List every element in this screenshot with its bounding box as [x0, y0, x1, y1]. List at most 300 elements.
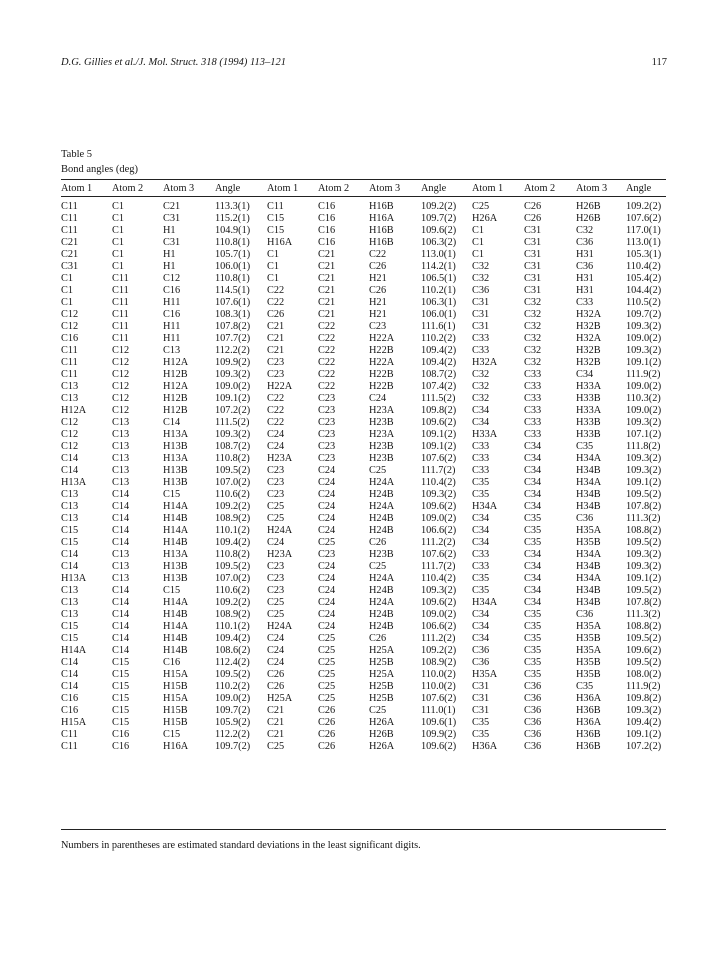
- table-cell: C11: [112, 309, 129, 320]
- table-cell: C34: [472, 513, 490, 524]
- table-cell: C1: [472, 249, 485, 260]
- table-row: [61, 441, 666, 453]
- table-cell: 109.3(2): [421, 585, 457, 596]
- table-row: [61, 693, 666, 705]
- table-footnote: Numbers in parentheses are estimated standard deviations in the least significant digits.: [61, 840, 421, 851]
- table-cell: C21: [318, 297, 336, 308]
- table-cell: 111.6(1): [421, 321, 456, 332]
- table-cell: 117.0(1): [626, 225, 661, 236]
- table-cell: C24: [318, 573, 336, 584]
- table-cell: C13: [61, 597, 79, 608]
- table-cell: C25: [267, 609, 285, 620]
- table-cell: C15: [112, 657, 130, 668]
- table-row: [61, 633, 666, 645]
- table-cell: C12: [61, 417, 79, 428]
- table-cell: 108.7(2): [215, 441, 251, 452]
- table-row: [61, 717, 666, 729]
- table-cell: C34: [524, 477, 542, 488]
- table-cell: H12A: [61, 405, 87, 416]
- table-cell: 109.3(2): [626, 549, 662, 560]
- table-row: [61, 196, 666, 213]
- table-cell: H21: [369, 297, 387, 308]
- table-cell: H32B: [576, 345, 601, 356]
- table-cell: H34B: [576, 585, 601, 596]
- table-cell: H13B: [163, 465, 188, 476]
- table-row: [61, 465, 666, 477]
- table-cell: C15: [61, 525, 79, 536]
- table-cell: 104.9(1): [215, 225, 251, 236]
- table-cell: 110.2(1): [421, 285, 456, 296]
- table-cell: H32A: [576, 333, 602, 344]
- table-cell: H35B: [576, 669, 601, 680]
- table-cell: C14: [112, 633, 130, 644]
- table-cell: H34A: [472, 597, 498, 608]
- table-cell: C24: [318, 501, 336, 512]
- table-cell: 109.2(2): [215, 597, 251, 608]
- table-cell: C15: [267, 225, 285, 236]
- table-cell: 111.8(2): [626, 441, 661, 452]
- table-cell: C33: [524, 405, 542, 416]
- table-cell: C21: [267, 345, 285, 356]
- table-cell: 114.2(1): [421, 261, 456, 272]
- table-cell: 106.3(2): [421, 237, 457, 248]
- table-cell: C32: [472, 273, 490, 284]
- table-cell: 109.5(2): [626, 537, 662, 548]
- table-cell: H1: [163, 261, 176, 272]
- table-cell: C34: [524, 585, 542, 596]
- table-cell: H16A: [267, 237, 293, 248]
- table-cell: C35: [472, 585, 490, 596]
- table-cell: C16: [61, 705, 79, 716]
- table-cell: C33: [576, 297, 594, 308]
- table-cell: C14: [112, 621, 130, 632]
- table-cell: C16: [163, 309, 181, 320]
- table-cell: C24: [318, 525, 336, 536]
- table-cell: C13: [112, 429, 130, 440]
- table-cell: H23B: [369, 453, 394, 464]
- table-cell: H34B: [576, 597, 601, 608]
- table-cell: C25: [318, 537, 336, 548]
- table-cell: C15: [267, 213, 285, 224]
- table-cell: 110.2(2): [215, 681, 250, 692]
- table-cell: C16: [112, 729, 130, 740]
- table-cell: C22: [318, 369, 336, 380]
- table-cell: H1: [163, 249, 176, 260]
- table-row: [61, 249, 666, 261]
- table-cell: H36A: [576, 693, 602, 704]
- table-cell: H24B: [369, 513, 394, 524]
- table-cell: 109.3(2): [626, 417, 662, 428]
- table-cell: 109.6(2): [421, 501, 457, 512]
- table-cell: C15: [112, 681, 130, 692]
- table-cell: C11: [61, 213, 78, 224]
- table-cell: C21: [163, 201, 181, 212]
- table-cell: H34A: [576, 549, 602, 560]
- table-cell: 109.6(2): [626, 645, 662, 656]
- table-cell: C26: [369, 261, 387, 272]
- table-cell: H33A: [472, 429, 498, 440]
- table-cell: C24: [267, 429, 285, 440]
- table-cell: 105.7(1): [215, 249, 251, 260]
- column-header: Angle: [215, 182, 241, 194]
- table-cell: 112.4(2): [215, 657, 250, 668]
- table-cell: 105.3(1): [626, 249, 662, 260]
- table-cell: C34: [524, 453, 542, 464]
- table-cell: 111.3(2): [626, 609, 661, 620]
- table-cell: 109.0(2): [421, 609, 457, 620]
- table-cell: 109.4(2): [626, 717, 662, 728]
- table-cell: H33B: [576, 393, 601, 404]
- table-cell: 109.2(2): [421, 645, 457, 656]
- table-cell: H25B: [369, 693, 394, 704]
- table-cell: H13A: [163, 453, 189, 464]
- table-cell: C1: [112, 201, 125, 212]
- table-cell: H14A: [163, 621, 189, 632]
- table-cell: 108.8(2): [626, 525, 662, 536]
- table-cell: C1: [267, 273, 280, 284]
- table-cell: C26: [369, 633, 387, 644]
- column-header: Angle: [626, 182, 652, 194]
- table-cell: C21: [61, 237, 79, 248]
- table-cell: 111.3(2): [626, 513, 661, 524]
- table-cell: H16A: [163, 741, 189, 752]
- journal-citation: D.G. Gillies et al./J. Mol. Struct. 318 (1994) 113–121: [61, 57, 286, 68]
- table-row: [61, 729, 666, 741]
- table-cell: 110.6(2): [215, 489, 250, 500]
- table-cell: C21: [267, 729, 285, 740]
- table-cell: C23: [318, 441, 336, 452]
- table-cell: H33A: [576, 405, 602, 416]
- table-cell: 109.1(2): [626, 477, 662, 488]
- column-header: Atom 2: [524, 182, 556, 194]
- table-cell: C23: [267, 369, 285, 380]
- table-cell: C35: [524, 513, 542, 524]
- table-cell: C32: [524, 309, 542, 320]
- table-cell: C22: [267, 297, 285, 308]
- table-cell: C26: [318, 717, 336, 728]
- table-cell: C21: [267, 321, 285, 332]
- table-cell: H34B: [576, 501, 601, 512]
- table-cell: C34: [524, 441, 542, 452]
- table-cell: H34A: [576, 453, 602, 464]
- table-cell: 107.1(2): [626, 429, 662, 440]
- table-cell: 107.6(2): [421, 549, 457, 560]
- column-header: Atom 3: [369, 182, 401, 194]
- table-cell: H23B: [369, 441, 394, 452]
- table-cell: 108.9(2): [215, 513, 251, 524]
- table-cell: H24A: [267, 621, 293, 632]
- table-cell: C14: [61, 465, 79, 476]
- table-cell: C13: [112, 573, 130, 584]
- table-cell: C24: [318, 597, 336, 608]
- table-cell: 109.8(2): [421, 405, 457, 416]
- table-cell: C22: [267, 393, 285, 404]
- table-cell: C14: [112, 597, 130, 608]
- table-row: [61, 333, 666, 345]
- table-cell: C1: [267, 261, 280, 272]
- table-cell: H32B: [576, 357, 601, 368]
- table-cell: H15A: [163, 669, 189, 680]
- table-cell: C25: [369, 705, 387, 716]
- table-caption: [61, 147, 138, 177]
- table-cell: C11: [112, 285, 129, 296]
- table-cell: C31: [524, 285, 542, 296]
- table-cell: H34B: [576, 465, 601, 476]
- table-cell: H22A: [267, 381, 293, 392]
- table-cell: C36: [524, 717, 542, 728]
- table-cell: C34: [472, 621, 490, 632]
- table-cell: 109.3(2): [215, 429, 251, 440]
- table-row: [61, 609, 666, 621]
- table-row: [61, 597, 666, 609]
- table-cell: 109.1(2): [421, 429, 457, 440]
- table-cell: H25A: [267, 693, 293, 704]
- table-cell: C31: [163, 237, 181, 248]
- table-cell: C24: [318, 621, 336, 632]
- table-cell: C11: [61, 369, 78, 380]
- table-cell: H21: [369, 273, 387, 284]
- table-cell: C31: [61, 261, 79, 272]
- table-cell: C31: [524, 249, 542, 260]
- table-cell: H36A: [576, 717, 602, 728]
- table-cell: 108.9(2): [421, 657, 457, 668]
- table-row: [61, 669, 666, 681]
- table-cell: H12A: [163, 381, 189, 392]
- table-cell: C23: [318, 393, 336, 404]
- table-cell: H13B: [163, 573, 188, 584]
- table-cell: 104.4(2): [626, 285, 662, 296]
- column-header: Atom 1: [267, 182, 299, 194]
- table-cell: C13: [61, 393, 79, 404]
- table-cell: C32: [472, 393, 490, 404]
- table-cell: C36: [472, 657, 490, 668]
- table-cell: 110.5(2): [626, 297, 661, 308]
- table-cell: H11: [163, 297, 181, 308]
- table-cell: C33: [472, 549, 490, 560]
- table-cell: C34: [524, 549, 542, 560]
- table-cell: C31: [472, 693, 490, 704]
- table-cell: C36: [472, 285, 490, 296]
- table-cell: C21: [267, 717, 285, 728]
- table-row: [61, 561, 666, 573]
- table-cell: 110.0(2): [421, 669, 456, 680]
- table-cell: C23: [318, 405, 336, 416]
- table-cell: C14: [61, 669, 79, 680]
- table-cell: H12B: [163, 405, 188, 416]
- table-cell: H35B: [576, 537, 601, 548]
- table-cell: C21: [267, 333, 285, 344]
- table-cell: C23: [267, 561, 285, 572]
- table-cell: H31: [576, 273, 594, 284]
- table-cell: C35: [576, 441, 594, 452]
- table-cell: H23A: [369, 405, 395, 416]
- table-cell: H13A: [61, 573, 87, 584]
- table-cell: C1: [267, 249, 280, 260]
- table-row: [61, 621, 666, 633]
- table-cell: 111.9(2): [626, 681, 661, 692]
- table-cell: C36: [472, 645, 490, 656]
- table-cell: C14: [61, 657, 79, 668]
- table-cell: H26B: [576, 213, 601, 224]
- table-cell: C16: [61, 693, 79, 704]
- table-cell: C14: [112, 513, 130, 524]
- table-cell: 110.4(2): [421, 477, 456, 488]
- table-cell: 106.6(2): [421, 621, 457, 632]
- table-cell: 109.5(2): [215, 669, 251, 680]
- table-cell: C21: [61, 249, 79, 260]
- table-cell: C25: [318, 681, 336, 692]
- table-cell: C16: [318, 237, 336, 248]
- table-cell: C25: [267, 501, 285, 512]
- table-cell: 114.5(1): [215, 285, 250, 296]
- table-cell: 113.0(1): [626, 237, 661, 248]
- table-cell: 110.6(2): [215, 585, 250, 596]
- table-cell: C25: [318, 657, 336, 668]
- table-cell: C13: [112, 441, 130, 452]
- table-row: [61, 573, 666, 585]
- table-bottom-rule: [61, 829, 666, 830]
- column-header: Atom 1: [61, 182, 93, 194]
- table-cell: C23: [267, 573, 285, 584]
- table-cell: C31: [524, 261, 542, 272]
- table-cell: C34: [472, 525, 490, 536]
- table-cell: C35: [524, 657, 542, 668]
- table-cell: C32: [524, 333, 542, 344]
- table-cell: C1: [112, 225, 125, 236]
- table-cell: C22: [267, 285, 285, 296]
- table-cell: C34: [524, 597, 542, 608]
- table-label: Table 5: [61, 149, 93, 160]
- table-cell: 109.5(2): [626, 633, 662, 644]
- table-cell: 111.9(2): [626, 369, 661, 380]
- table-cell: C34: [524, 465, 542, 476]
- table-cell: C33: [524, 417, 542, 428]
- table-cell: C1: [61, 297, 74, 308]
- table-row: [61, 225, 666, 237]
- table-cell: 107.6(2): [626, 213, 662, 224]
- table-cell: H12B: [163, 393, 188, 404]
- table-cell: H21: [369, 309, 387, 320]
- table-cell: C24: [267, 441, 285, 452]
- table-cell: C31: [163, 213, 181, 224]
- table-header-row: [61, 180, 666, 196]
- table-cell: H1: [163, 225, 176, 236]
- table-cell: C16: [163, 285, 181, 296]
- table-cell: C11: [112, 297, 129, 308]
- table-cell: 107.0(2): [215, 573, 251, 584]
- table-cell: H14A: [163, 597, 189, 608]
- table-cell: C24: [267, 657, 285, 668]
- table-cell: C35: [524, 633, 542, 644]
- table-row: [61, 273, 666, 285]
- table-cell: 107.7(2): [215, 333, 251, 344]
- table-row: [61, 417, 666, 429]
- table-cell: 110.2(2): [421, 333, 456, 344]
- table-cell: C16: [112, 741, 130, 752]
- table-row: [61, 453, 666, 465]
- table-cell: 107.8(2): [215, 321, 251, 332]
- table-cell: H23B: [369, 549, 394, 560]
- table-cell: 109.7(2): [215, 705, 251, 716]
- table-cell: C21: [318, 309, 336, 320]
- table-cell: H14A: [163, 525, 189, 536]
- table-cell: H34A: [472, 501, 498, 512]
- table-cell: 109.3(2): [421, 489, 457, 500]
- table-cell: C35: [524, 525, 542, 536]
- table-cell: C25: [267, 513, 285, 524]
- table-cell: C13: [112, 465, 130, 476]
- table-cell: H35B: [576, 657, 601, 668]
- table-cell: 107.2(2): [215, 405, 251, 416]
- table-cell: C22: [369, 249, 387, 260]
- table-cell: 109.2(2): [626, 201, 662, 212]
- table-cell: C12: [112, 393, 130, 404]
- table-cell: 108.8(2): [626, 621, 662, 632]
- table-cell: C26: [318, 741, 336, 752]
- table-cell: 108.9(2): [215, 609, 251, 620]
- table-cell: C31: [472, 297, 490, 308]
- table-cell: C14: [112, 609, 130, 620]
- table-cell: C35: [472, 477, 490, 488]
- table-cell: C25: [369, 465, 387, 476]
- table-row: [61, 405, 666, 417]
- table-cell: 111.2(2): [421, 537, 456, 548]
- table-cell: C25: [472, 201, 490, 212]
- column-header: Atom 1: [472, 182, 504, 194]
- table-cell: H33B: [576, 417, 601, 428]
- table-cell: H23A: [267, 549, 293, 560]
- table-cell: 110.3(2): [626, 393, 661, 404]
- table-cell: C13: [112, 477, 130, 488]
- table-cell: C1: [472, 225, 485, 236]
- table-cell: C34: [524, 561, 542, 572]
- table-cell: 105.9(2): [215, 717, 251, 728]
- table-cell: 108.0(2): [626, 669, 662, 680]
- table-cell: C12: [61, 429, 79, 440]
- table-cell: C25: [369, 561, 387, 572]
- table-cell: H26A: [369, 741, 395, 752]
- table-cell: H35A: [576, 621, 602, 632]
- table-cell: C1: [472, 237, 485, 248]
- table-title: Bond angles (deg): [61, 164, 138, 175]
- table-cell: C21: [267, 705, 285, 716]
- table-cell: H14B: [163, 537, 188, 548]
- table-row: [61, 525, 666, 537]
- table-row: [61, 585, 666, 597]
- table-cell: H26A: [472, 213, 498, 224]
- table-cell: H15A: [61, 717, 87, 728]
- table-cell: C24: [318, 489, 336, 500]
- table-cell: C24: [267, 537, 285, 548]
- table-cell: C13: [112, 549, 130, 560]
- table-cell: C36: [524, 741, 542, 752]
- table-cell: C13: [61, 489, 79, 500]
- page-number: 117: [651, 57, 667, 68]
- table-cell: C11: [61, 225, 78, 236]
- table-cell: C13: [61, 513, 79, 524]
- table-cell: C25: [318, 645, 336, 656]
- table-cell: C14: [61, 681, 79, 692]
- table-cell: C33: [472, 453, 490, 464]
- table-cell: C26: [267, 681, 285, 692]
- table-cell: H22B: [369, 345, 394, 356]
- table-cell: C14: [112, 501, 130, 512]
- table-cell: C15: [163, 585, 181, 596]
- table-cell: C11: [61, 729, 78, 740]
- table-cell: 109.1(2): [215, 393, 251, 404]
- table-cell: 109.4(2): [421, 357, 457, 368]
- table-cell: H16A: [369, 213, 395, 224]
